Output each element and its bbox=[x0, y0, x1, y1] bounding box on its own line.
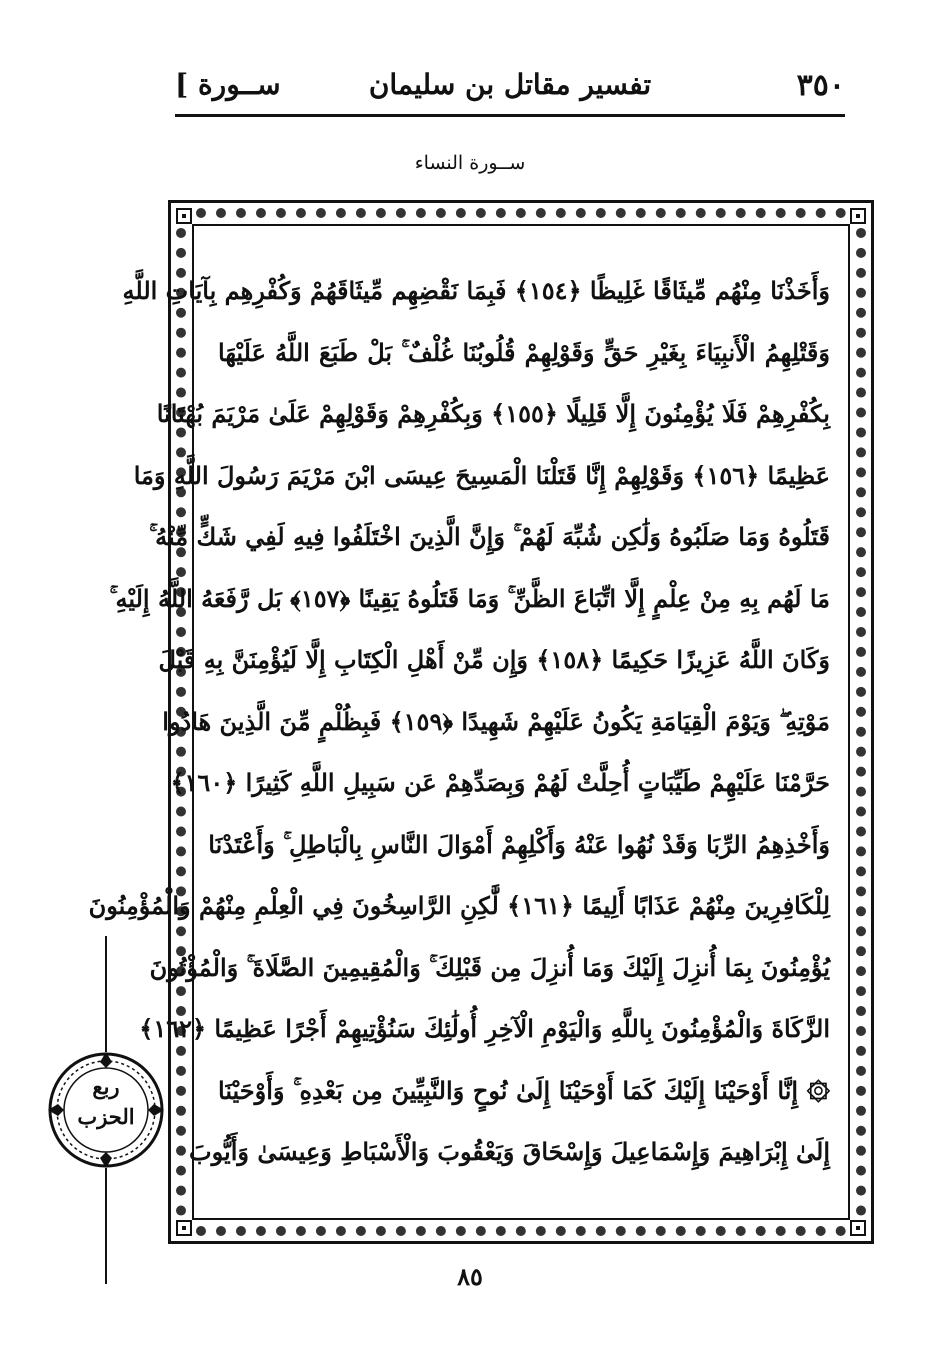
verse-line: ۞ إِنَّا أَوْحَيْنَا إِلَيْكَ كَمَا أَوْحَيْنَا إِلَىٰ نُوحٍ وَالنَّبِيِّينَ مِن بَعْدِهِ ۚ وَأَوْحَيْنَا bbox=[218, 1075, 830, 1105]
verse-line: حَرَّمْنَا عَلَيْهِمْ طَيِّبَاتٍ أُحِلَّتْ لَهُمْ وَبِصَدِّهِمْ عَن سَبِيلِ اللَّهِ كَثِيرًا ﴿١٦٠﴾ bbox=[170, 768, 830, 797]
verse-line: قَتَلُوهُ وَمَا صَلَبُوهُ وَلَٰكِن شُبِّهَ لَهُمْ ۚ وَإِنَّ الَّذِينَ اخْتَلَفُوا فِيهِ لَفِي شَكٍّ مِّنْهُ ۚ bbox=[149, 522, 830, 551]
frame-corner-ornament bbox=[850, 208, 866, 224]
verse-line: وَكَانَ اللَّهُ عَزِيزًا حَكِيمًا ﴿١٥٨﴾ وَإِن مِّنْ أَهْلِ الْكِتَابِ إِلَّا لَيُؤْمِنَنَّ بِهِ قَبْلَ bbox=[158, 645, 830, 674]
header-rule bbox=[175, 114, 845, 117]
hizb-quarter-label-line: ربع bbox=[92, 1074, 120, 1099]
hizb-quarter-label bbox=[62, 1072, 150, 1132]
verse-line: وَأَخْذِهِمُ الرِّبَا وَقَدْ نُهُوا عَنْهُ وَأَكْلِهِمْ أَمْوَالَ النَّاسِ بِالْبَاطِلِ ۚ وَأَعْتَدْنَا bbox=[208, 829, 830, 859]
verse-line: مَوْتِهِ ۖ وَيَوْمَ الْقِيَامَةِ يَكُونُ عَلَيْهِمْ شَهِيدًا ﴿١٥٩﴾ فَبِظُلْمٍ مِّنَ الَّذِينَ هَادُوا bbox=[162, 706, 830, 736]
verse-line: لِلْكَافِرِينَ مِنْهُمْ عَذَابًا أَلِيمًا ﴿١٦١﴾ لَّٰكِنِ الرَّاسِخُونَ فِي الْعِلْمِ مِنْهُمْ وَالْمُؤْمِنُونَ bbox=[88, 891, 830, 920]
verse-line: عَظِيمًا ﴿١٥٦﴾ وَقَوْلِهِمْ إِنَّا قَتَلْنَا الْمَسِيحَ عِيسَى ابْنَ مَرْيَمَ رَسُولَ اللَّهِ وَمَا bbox=[133, 460, 830, 490]
verse-line: وَأَخَذْنَا مِنْهُم مِّيثَاقًا غَلِيظًا ﴿١٥٤﴾ فَبِمَا نَقْضِهِم مِّيثَاقَهُمْ وَكُفْرِهِم بِآيَاتِ اللَّهِ bbox=[122, 276, 830, 305]
hizb-quarter-label-line: الحزب bbox=[77, 1104, 135, 1129]
frame-corner-ornament bbox=[850, 1220, 866, 1236]
surah-caption: ســورة النساء bbox=[414, 152, 526, 174]
verse-line: إِلَىٰ إِبْرَاهِيمَ وَإِسْمَاعِيلَ وَإِسْحَاقَ وَيَعْقُوبَ وَالْأَسْبَاطِ وَعِيسَىٰ وَأَيُّوبَ bbox=[189, 1137, 830, 1166]
frame-corner-ornament bbox=[176, 1220, 192, 1236]
footer-page-marker: ٨٥ bbox=[457, 1262, 483, 1291]
verse-line: وَقَتْلِهِمُ الْأَنبِيَاءَ بِغَيْرِ حَقٍّ وَقَوْلِهِمْ قُلُوبُنَا غُلْفٌ ۚ بَلْ طَبَعَ اللَّهُ عَلَيْهَا bbox=[218, 337, 830, 367]
running-head: [ ســورة bbox=[175, 68, 281, 101]
verse-line: بِكُفْرِهِمْ فَلَا يُؤْمِنُونَ إِلَّا قَلِيلًا ﴿١٥٥﴾ وَبِكُفْرِهِمْ وَقَوْلِهِمْ عَلَىٰ مَرْيَمَ بُهْتَانًا bbox=[156, 399, 830, 428]
book-title: تفسير مقاتل بن سليمان bbox=[368, 68, 652, 101]
page-number: ٣٥٠ bbox=[796, 68, 845, 103]
verse-line: الزَّكَاةَ وَالْمُؤْمِنُونَ بِاللَّهِ وَالْيَوْمِ الْآخِرِ أُولَٰئِكَ سَنُؤْتِيهِمْ أَجْرًا عَظِيمًا ﴿١٦٢﴾ bbox=[139, 1014, 830, 1043]
page-header bbox=[175, 62, 845, 112]
frame-corner-ornament bbox=[176, 208, 192, 224]
ornament-stem-top bbox=[104, 936, 108, 1052]
verse-line: مَا لَهُم بِهِ مِنْ عِلْمٍ إِلَّا اتِّبَاعَ الظَّنِّ ۚ وَمَا قَتَلُوهُ يَقِينًا ﴿١٥٧﴾ بَل رَّفَعَهُ اللَّهُ إِلَيْهِ ۚ bbox=[109, 583, 830, 613]
verse-line: يُؤْمِنُونَ بِمَا أُنزِلَ إِلَيْكَ وَمَا أُنزِلَ مِن قَبْلِكَ ۚ وَالْمُقِيمِينَ الصَّلَاةَ ۚ وَالْمُؤْتُونَ bbox=[149, 952, 830, 982]
